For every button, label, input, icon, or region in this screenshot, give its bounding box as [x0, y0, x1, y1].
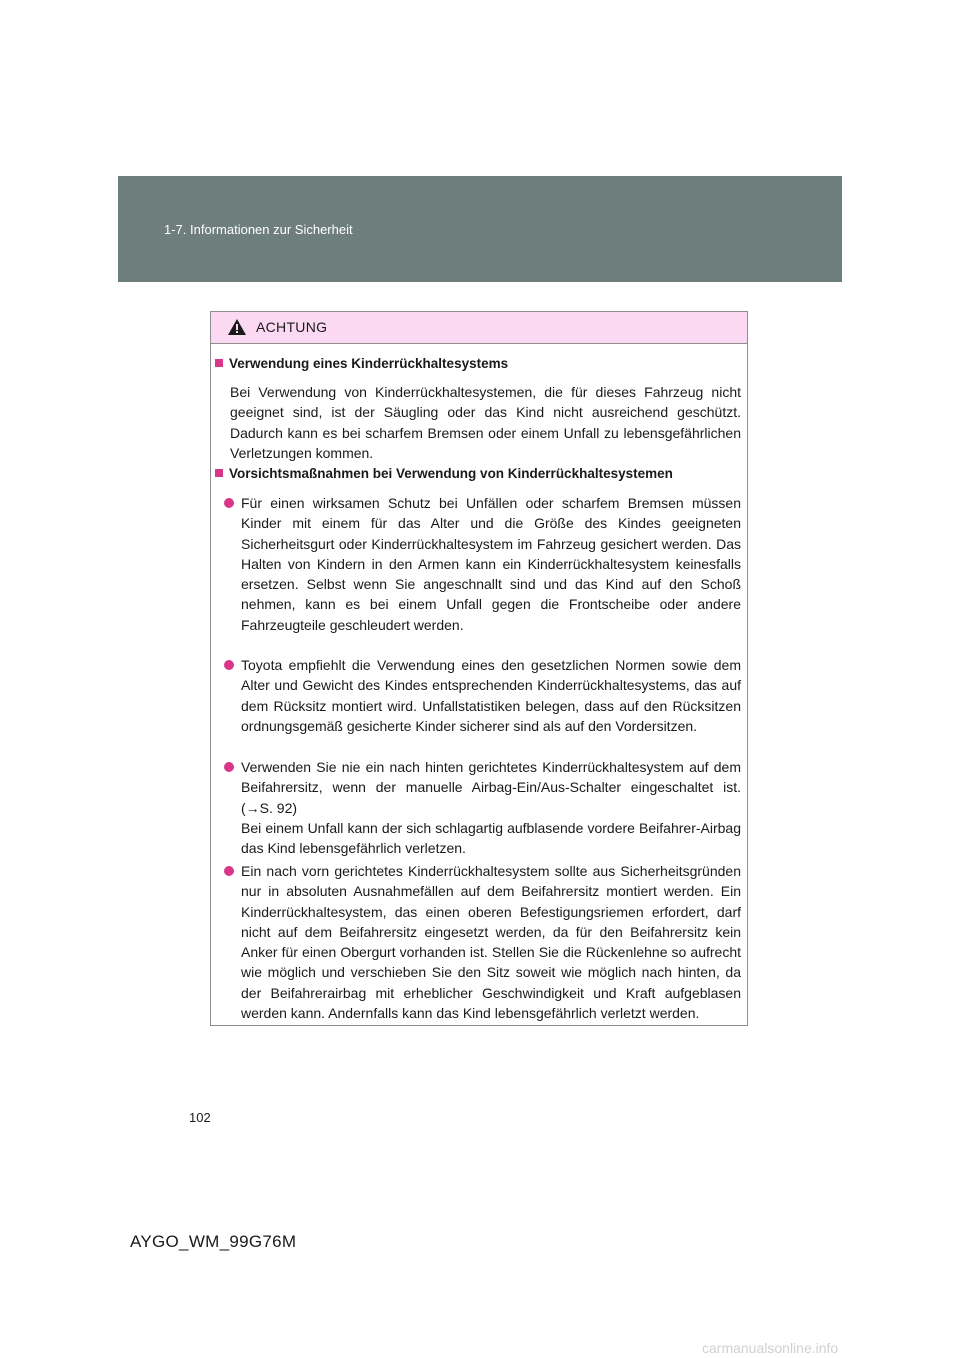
list-item-text: Ein nach vorn gerichtetes Kinderrückhaltesystem sollte aus Sicherheitsgründen nur in absoluten Ausnahmefällen auf dem Beifahrersitz montiert werden. Ein Kinderrückhaltesystem, das einen oberen Befestigungsriemen erfordert, darf nicht auf dem Beifahrersitz eingesetzt werden, da für den Beifahrersitz kein Anker für einen Obergurt vorhanden ist. Stellen Sie die Rückenlehne so aufrecht wie möglich und verschieben Sie den Sitz soweit wie möglich nach hinten, da der Beifahrerairbag mit erheblicher Geschwindigkeit und Kraft aufgeblasen werden kann. Andernfalls kann das Kind lebensgefährlich verletzt werden.: [241, 863, 741, 1022]
list-item: [224, 861, 741, 1023]
list-item: [224, 493, 741, 635]
section-title: 1-7. Informationen zur Sicherheit: [164, 222, 353, 237]
section-heading-text: Verwendung eines Kinderrückhaltesystems: [229, 356, 509, 371]
document-code: AYGO_WM_99G76M: [130, 1232, 297, 1251]
warning-title: ACHTUNG: [256, 319, 328, 335]
section-heading-2: [215, 466, 673, 481]
square-bullet-icon: [215, 359, 223, 367]
warning-triangle-icon: [227, 318, 247, 336]
circle-bullet-icon: [224, 660, 234, 670]
list-item-line: Verwenden Sie nie ein nach hinten gerichtetes Kinderrückhaltesystem auf dem Beifahrersitz, wenn der manuelle Airbag-Ein/Aus-Schalter eingeschaltet ist. (→S. 92): [241, 759, 741, 816]
list-item: [224, 655, 741, 736]
section-heading-text: Vorsichtsmaßnahmen bei Verwendung von Kinderrückhaltesystemen: [229, 466, 673, 481]
square-bullet-icon: [215, 469, 223, 477]
page-number: 102: [189, 1110, 211, 1125]
circle-bullet-icon: [224, 866, 234, 876]
list-item-text: Für einen wirksamen Schutz bei Unfällen oder scharfem Bremsen müssen Kinder mit einem für das Alter und die Größe des Kindes geeigneten Sicherheitsgurt oder Kinderrückhaltesystem im Fahrzeug gesichert werden. Das Halten von Kindern in den Armen kann ein Kinderrückhaltesystem keinesfalls ersetzen. Selbst wenn Sie angeschnallt sind und das Kind auf den Schoß nehmen, kann es bei einem Unfall gegen die Frontscheibe oder andere Fahrzeugteile geschleudert werden.: [241, 495, 741, 633]
header-band: [118, 176, 842, 282]
list-item-text: Toyota empfiehlt die Verwendung eines den gesetzlichen Normen sowie dem Alter und Gewicht des Kindes entsprechenden Kinderrückhaltesystems, das auf dem Rücksitz montiert wird. Unfallstatistiken belegen, dass auf den Rücksitzen ordnungsgemäß gesicherte Kinder sicherer sind als auf den Vordersitzen.: [241, 657, 741, 734]
section-heading-1: [215, 356, 508, 371]
circle-bullet-icon: [224, 762, 234, 772]
section-paragraph-1: Bei Verwendung von Kinderrückhaltesystemen, die für dieses Fahrzeug nicht geeignet sind, ist der Säugling oder das Kind nicht ausreichend geschützt. Dadurch kann es bei scharfem Bremsen oder einem Unfall zu lebensgefährlichen Verletzungen kommen.: [230, 384, 741, 461]
warning-body: [211, 343, 747, 1025]
warning-header: [211, 312, 747, 344]
list-item-text: [241, 757, 741, 858]
list-item-line: Bei einem Unfall kann der sich schlagartig aufblasende vordere Beifahrer-Airbag das Kind lebensgefährlich verletzen.: [241, 819, 741, 857]
warning-box: [210, 311, 748, 1026]
watermark: carmanualsonline.info: [702, 1340, 839, 1356]
list-item: [224, 757, 741, 858]
circle-bullet-icon: [224, 498, 234, 508]
